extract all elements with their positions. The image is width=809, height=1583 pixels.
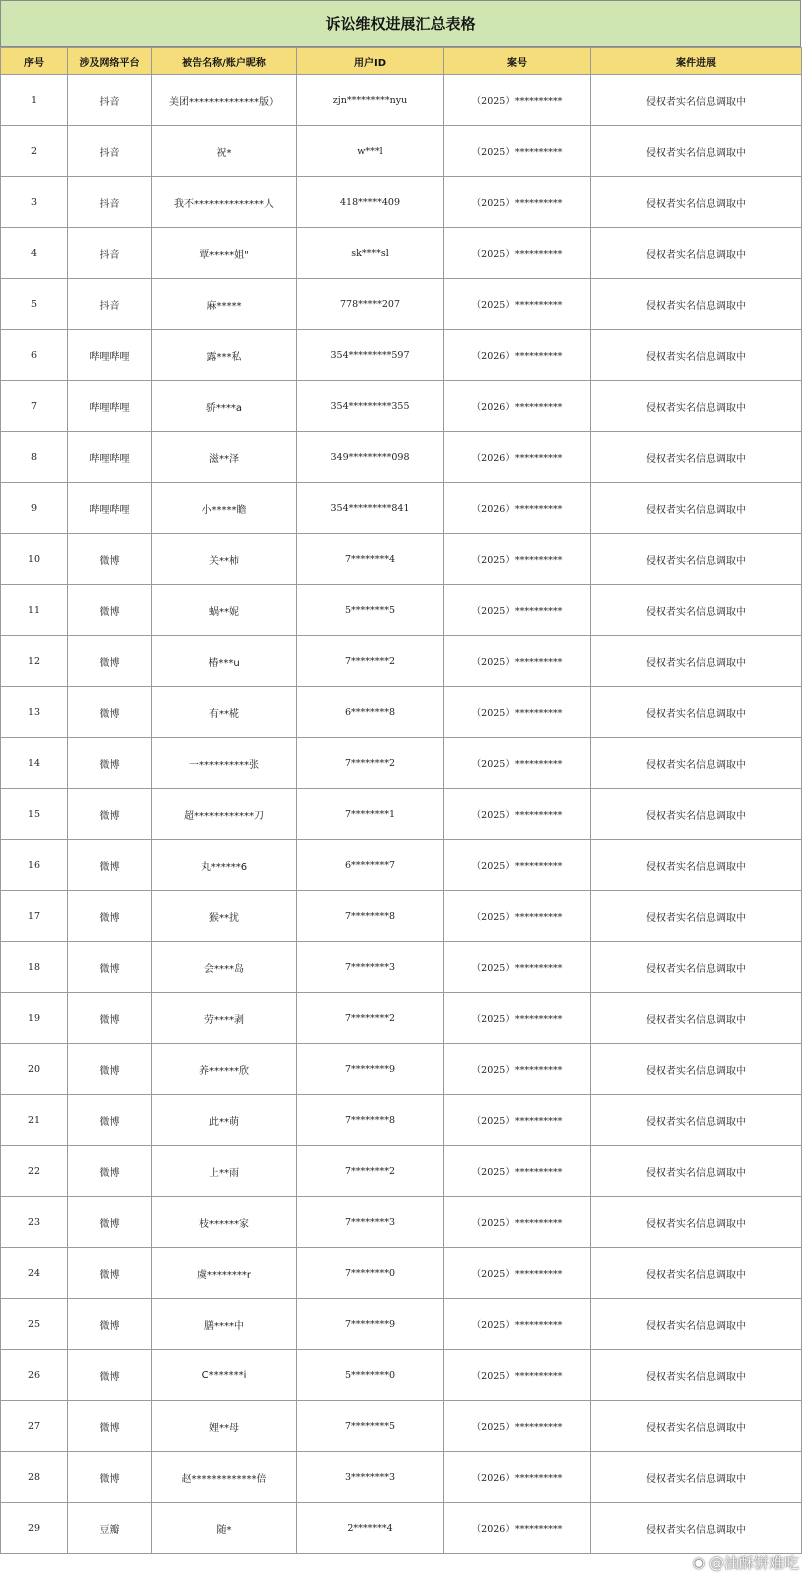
table-row bbox=[1, 1350, 802, 1401]
table-row bbox=[1, 585, 802, 636]
cell-index: 7 bbox=[1, 381, 68, 432]
cell-platform: 微博 bbox=[68, 1401, 152, 1452]
cell-progress: 侵权者实名信息调取中 bbox=[591, 891, 802, 942]
table-row bbox=[1, 126, 802, 177]
column-header-index: 序号 bbox=[1, 48, 68, 75]
cell-case-number: （2026）********** bbox=[444, 1452, 591, 1503]
cell-case-number: （2025）********** bbox=[444, 1350, 591, 1401]
cell-progress: 侵权者实名信息调取中 bbox=[591, 228, 802, 279]
progress-table bbox=[0, 47, 802, 1554]
cell-user-id: zjn*********nyu bbox=[297, 75, 444, 126]
cell-defendant: 小*****瞻 bbox=[152, 483, 297, 534]
cell-platform: 微博 bbox=[68, 942, 152, 993]
cell-index: 2 bbox=[1, 126, 68, 177]
cell-platform: 哔哩哔哩 bbox=[68, 483, 152, 534]
cell-defendant: 祝* bbox=[152, 126, 297, 177]
cell-case-number: （2025）********** bbox=[444, 891, 591, 942]
cell-user-id: 778*****207 bbox=[297, 279, 444, 330]
cell-progress: 侵权者实名信息调取中 bbox=[591, 840, 802, 891]
cell-platform: 微博 bbox=[68, 636, 152, 687]
table-row bbox=[1, 789, 802, 840]
cell-index: 28 bbox=[1, 1452, 68, 1503]
cell-defendant: 我不**************人 bbox=[152, 177, 297, 228]
cell-platform: 哔哩哔哩 bbox=[68, 381, 152, 432]
cell-index: 8 bbox=[1, 432, 68, 483]
cell-index: 27 bbox=[1, 1401, 68, 1452]
cell-case-number: （2025）********** bbox=[444, 993, 591, 1044]
cell-progress: 侵权者实名信息调取中 bbox=[591, 1350, 802, 1401]
cell-case-number: （2025）********** bbox=[444, 126, 591, 177]
cell-defendant: 随* bbox=[152, 1503, 297, 1554]
table-row bbox=[1, 942, 802, 993]
cell-platform: 微博 bbox=[68, 1044, 152, 1095]
sheet-title: 诉讼维权进展汇总表格 bbox=[0, 0, 801, 47]
cell-platform: 微博 bbox=[68, 534, 152, 585]
cell-defendant: C*******i bbox=[152, 1350, 297, 1401]
cell-platform: 抖音 bbox=[68, 177, 152, 228]
cell-progress: 侵权者实名信息调取中 bbox=[591, 636, 802, 687]
cell-index: 19 bbox=[1, 993, 68, 1044]
cell-progress: 侵权者实名信息调取中 bbox=[591, 942, 802, 993]
table-row bbox=[1, 177, 802, 228]
cell-defendant: 会****岛 bbox=[152, 942, 297, 993]
cell-index: 18 bbox=[1, 942, 68, 993]
cell-defendant: 超************刀 bbox=[152, 789, 297, 840]
table-row bbox=[1, 483, 802, 534]
table-row bbox=[1, 687, 802, 738]
cell-case-number: （2025）********** bbox=[444, 279, 591, 330]
cell-case-number: （2026）********** bbox=[444, 330, 591, 381]
cell-case-number: （2025）********** bbox=[444, 1146, 591, 1197]
table-row bbox=[1, 432, 802, 483]
cell-defendant: 劳****剥 bbox=[152, 993, 297, 1044]
cell-defendant: 露***私 bbox=[152, 330, 297, 381]
cell-platform: 微博 bbox=[68, 738, 152, 789]
cell-platform: 豆瓣 bbox=[68, 1503, 152, 1554]
watermark bbox=[693, 1552, 799, 1573]
cell-progress: 侵权者实名信息调取中 bbox=[591, 279, 802, 330]
cell-index: 17 bbox=[1, 891, 68, 942]
cell-user-id: 5********0 bbox=[297, 1350, 444, 1401]
cell-platform: 微博 bbox=[68, 1095, 152, 1146]
cell-progress: 侵权者实名信息调取中 bbox=[591, 1095, 802, 1146]
cell-progress: 侵权者实名信息调取中 bbox=[591, 1248, 802, 1299]
column-header-defendant: 被告名称/账户昵称 bbox=[152, 48, 297, 75]
cell-platform: 微博 bbox=[68, 1350, 152, 1401]
cell-platform: 微博 bbox=[68, 891, 152, 942]
cell-user-id: 7********8 bbox=[297, 891, 444, 942]
cell-defendant: 骄****a bbox=[152, 381, 297, 432]
cell-defendant: 关**柿 bbox=[152, 534, 297, 585]
cell-progress: 侵权者实名信息调取中 bbox=[591, 177, 802, 228]
cell-index: 15 bbox=[1, 789, 68, 840]
cell-index: 10 bbox=[1, 534, 68, 585]
cell-user-id: 6********7 bbox=[297, 840, 444, 891]
table-row bbox=[1, 1146, 802, 1197]
table-row bbox=[1, 381, 802, 432]
cell-case-number: （2025）********** bbox=[444, 636, 591, 687]
cell-user-id: 7********3 bbox=[297, 1197, 444, 1248]
cell-defendant: 上**雨 bbox=[152, 1146, 297, 1197]
cell-platform: 微博 bbox=[68, 993, 152, 1044]
cell-case-number: （2025）********** bbox=[444, 1044, 591, 1095]
cell-progress: 侵权者实名信息调取中 bbox=[591, 483, 802, 534]
table-row bbox=[1, 75, 802, 126]
cell-case-number: （2026）********** bbox=[444, 1503, 591, 1554]
cell-platform: 抖音 bbox=[68, 279, 152, 330]
cell-defendant: 美团**************版） bbox=[152, 75, 297, 126]
cell-platform: 微博 bbox=[68, 687, 152, 738]
table-row bbox=[1, 1401, 802, 1452]
cell-index: 14 bbox=[1, 738, 68, 789]
cell-user-id: 354*********597 bbox=[297, 330, 444, 381]
cell-user-id: 354*********355 bbox=[297, 381, 444, 432]
cell-platform: 抖音 bbox=[68, 126, 152, 177]
cell-platform: 微博 bbox=[68, 1146, 152, 1197]
column-header-case-number: 案号 bbox=[444, 48, 591, 75]
table-row bbox=[1, 1503, 802, 1554]
cell-progress: 侵权者实名信息调取中 bbox=[591, 1452, 802, 1503]
table-row bbox=[1, 993, 802, 1044]
cell-index: 22 bbox=[1, 1146, 68, 1197]
cell-progress: 侵权者实名信息调取中 bbox=[591, 1503, 802, 1554]
cell-index: 3 bbox=[1, 177, 68, 228]
cell-user-id: w***l bbox=[297, 126, 444, 177]
table-body bbox=[1, 75, 802, 1554]
cell-user-id: 354*********841 bbox=[297, 483, 444, 534]
cell-case-number: （2025）********** bbox=[444, 738, 591, 789]
cell-defendant: 枝******家 bbox=[152, 1197, 297, 1248]
table-row bbox=[1, 738, 802, 789]
cell-user-id: 7********2 bbox=[297, 636, 444, 687]
cell-index: 1 bbox=[1, 75, 68, 126]
table-row bbox=[1, 1044, 802, 1095]
cell-case-number: （2025）********** bbox=[444, 1248, 591, 1299]
cell-case-number: （2025）********** bbox=[444, 1197, 591, 1248]
table-row bbox=[1, 279, 802, 330]
cell-defendant: 丸******6 bbox=[152, 840, 297, 891]
table-row bbox=[1, 330, 802, 381]
cell-index: 24 bbox=[1, 1248, 68, 1299]
cell-index: 23 bbox=[1, 1197, 68, 1248]
cell-platform: 微博 bbox=[68, 585, 152, 636]
cell-defendant: 蜗**妮 bbox=[152, 585, 297, 636]
cell-case-number: （2025）********** bbox=[444, 840, 591, 891]
cell-user-id: 5********5 bbox=[297, 585, 444, 636]
cell-case-number: （2025）********** bbox=[444, 687, 591, 738]
cell-defendant: 虞********r bbox=[152, 1248, 297, 1299]
cell-index: 16 bbox=[1, 840, 68, 891]
cell-case-number: （2025）********** bbox=[444, 942, 591, 993]
cell-platform: 哔哩哔哩 bbox=[68, 432, 152, 483]
cell-case-number: （2026）********** bbox=[444, 483, 591, 534]
cell-user-id: 2*******4 bbox=[297, 1503, 444, 1554]
cell-platform: 抖音 bbox=[68, 228, 152, 279]
cell-user-id: 7********3 bbox=[297, 942, 444, 993]
cell-case-number: （2025）********** bbox=[444, 789, 591, 840]
column-header-user-id: 用户ID bbox=[297, 48, 444, 75]
column-header-progress: 案件进展 bbox=[591, 48, 802, 75]
cell-index: 13 bbox=[1, 687, 68, 738]
weibo-logo-icon: ◉ bbox=[692, 1554, 705, 1571]
cell-case-number: （2025）********** bbox=[444, 585, 591, 636]
cell-progress: 侵权者实名信息调取中 bbox=[591, 534, 802, 585]
cell-user-id: 7********0 bbox=[297, 1248, 444, 1299]
cell-index: 5 bbox=[1, 279, 68, 330]
table-row bbox=[1, 1095, 802, 1146]
cell-progress: 侵权者实名信息调取中 bbox=[591, 75, 802, 126]
cell-platform: 微博 bbox=[68, 1248, 152, 1299]
cell-progress: 侵权者实名信息调取中 bbox=[591, 789, 802, 840]
table-row bbox=[1, 1452, 802, 1503]
cell-case-number: （2025）********** bbox=[444, 177, 591, 228]
cell-index: 4 bbox=[1, 228, 68, 279]
table-row bbox=[1, 228, 802, 279]
cell-progress: 侵权者实名信息调取中 bbox=[591, 1146, 802, 1197]
table-row bbox=[1, 891, 802, 942]
cell-defendant: 椿***u bbox=[152, 636, 297, 687]
cell-user-id: 7********2 bbox=[297, 738, 444, 789]
cell-defendant: 娌**母 bbox=[152, 1401, 297, 1452]
cell-progress: 侵权者实名信息调取中 bbox=[591, 432, 802, 483]
cell-user-id: 7********2 bbox=[297, 993, 444, 1044]
cell-defendant: 养******欣 bbox=[152, 1044, 297, 1095]
cell-progress: 侵权者实名信息调取中 bbox=[591, 993, 802, 1044]
cell-user-id: 7********2 bbox=[297, 1146, 444, 1197]
watermark-text: @油酥饼难吃 bbox=[708, 1554, 799, 1572]
table-row bbox=[1, 840, 802, 891]
table-row bbox=[1, 1299, 802, 1350]
cell-progress: 侵权者实名信息调取中 bbox=[591, 687, 802, 738]
cell-progress: 侵权者实名信息调取中 bbox=[591, 330, 802, 381]
cell-case-number: （2025）********** bbox=[444, 1401, 591, 1452]
column-header-platform: 涉及网络平台 bbox=[68, 48, 152, 75]
cell-platform: 微博 bbox=[68, 1197, 152, 1248]
cell-user-id: 349*********098 bbox=[297, 432, 444, 483]
cell-platform: 哔哩哔哩 bbox=[68, 330, 152, 381]
cell-user-id: 3********3 bbox=[297, 1452, 444, 1503]
table-row bbox=[1, 636, 802, 687]
cell-progress: 侵权者实名信息调取中 bbox=[591, 738, 802, 789]
cell-case-number: （2025）********** bbox=[444, 228, 591, 279]
cell-progress: 侵权者实名信息调取中 bbox=[591, 1401, 802, 1452]
table-row bbox=[1, 1197, 802, 1248]
cell-progress: 侵权者实名信息调取中 bbox=[591, 381, 802, 432]
cell-user-id: 7********9 bbox=[297, 1299, 444, 1350]
cell-progress: 侵权者实名信息调取中 bbox=[591, 1044, 802, 1095]
cell-index: 29 bbox=[1, 1503, 68, 1554]
cell-platform: 抖音 bbox=[68, 75, 152, 126]
cell-progress: 侵权者实名信息调取中 bbox=[591, 585, 802, 636]
cell-user-id: 7********8 bbox=[297, 1095, 444, 1146]
cell-user-id: 7********4 bbox=[297, 534, 444, 585]
cell-defendant: 猴**扰 bbox=[152, 891, 297, 942]
cell-user-id: 7********9 bbox=[297, 1044, 444, 1095]
cell-user-id: 7********5 bbox=[297, 1401, 444, 1452]
table-row bbox=[1, 534, 802, 585]
cell-user-id: 418*****409 bbox=[297, 177, 444, 228]
cell-progress: 侵权者实名信息调取中 bbox=[591, 1197, 802, 1248]
cell-user-id: sk****sl bbox=[297, 228, 444, 279]
cell-case-number: （2025）********** bbox=[444, 534, 591, 585]
cell-index: 11 bbox=[1, 585, 68, 636]
cell-platform: 微博 bbox=[68, 1452, 152, 1503]
cell-case-number: （2025）********** bbox=[444, 1095, 591, 1146]
cell-user-id: 7********1 bbox=[297, 789, 444, 840]
cell-defendant: 一**********张 bbox=[152, 738, 297, 789]
cell-progress: 侵权者实名信息调取中 bbox=[591, 126, 802, 177]
cell-case-number: （2026）********** bbox=[444, 381, 591, 432]
cell-index: 25 bbox=[1, 1299, 68, 1350]
cell-platform: 微博 bbox=[68, 1299, 152, 1350]
cell-defendant: 覃*****姐" bbox=[152, 228, 297, 279]
cell-index: 6 bbox=[1, 330, 68, 381]
cell-case-number: （2025）********** bbox=[444, 1299, 591, 1350]
cell-progress: 侵权者实名信息调取中 bbox=[591, 1299, 802, 1350]
cell-index: 20 bbox=[1, 1044, 68, 1095]
cell-platform: 微博 bbox=[68, 840, 152, 891]
cell-case-number: （2025）********** bbox=[444, 75, 591, 126]
cell-defendant: 此**萌 bbox=[152, 1095, 297, 1146]
cell-defendant: 膳****中 bbox=[152, 1299, 297, 1350]
cell-index: 26 bbox=[1, 1350, 68, 1401]
cell-index: 21 bbox=[1, 1095, 68, 1146]
cell-defendant: 麻***** bbox=[152, 279, 297, 330]
cell-platform: 微博 bbox=[68, 789, 152, 840]
header-row bbox=[1, 48, 802, 75]
cell-index: 12 bbox=[1, 636, 68, 687]
cell-case-number: （2026）********** bbox=[444, 432, 591, 483]
cell-defendant: 有**椛 bbox=[152, 687, 297, 738]
cell-index: 9 bbox=[1, 483, 68, 534]
cell-defendant: 滋**泽 bbox=[152, 432, 297, 483]
cell-defendant: 赵*************倍 bbox=[152, 1452, 297, 1503]
cell-user-id: 6********8 bbox=[297, 687, 444, 738]
table-row bbox=[1, 1248, 802, 1299]
